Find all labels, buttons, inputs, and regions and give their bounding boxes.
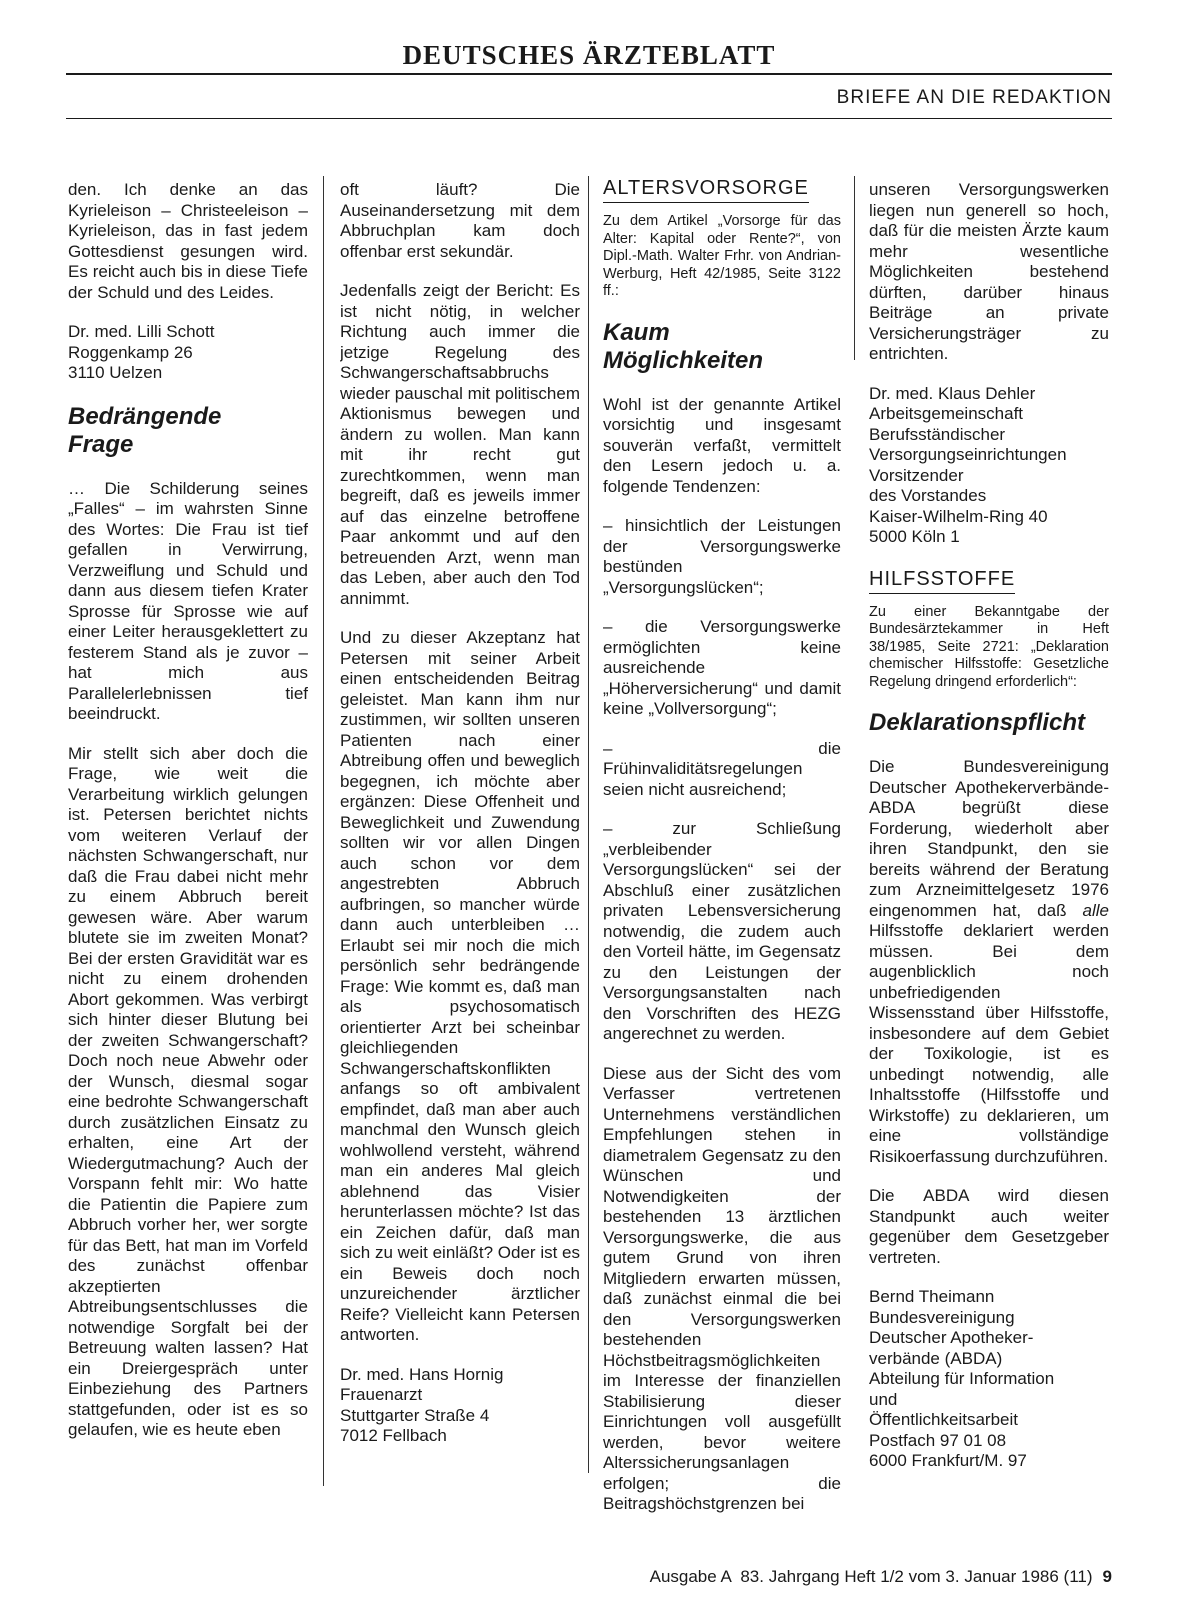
- section-title: BRIEFE AN DIE REDAKTION: [836, 87, 1112, 108]
- issue-info: Ausgabe A 83. Jahrgang Heft 1/2 vom 3. Januar 1986 (11): [649, 1567, 1093, 1586]
- masthead-rule: [66, 73, 1112, 75]
- signature-line: Berufsständischer: [869, 424, 1006, 444]
- signature-line: Bernd Theimann: [869, 1287, 995, 1306]
- column-1: [68, 180, 308, 1460]
- signature-line: 3110 Uelzen: [68, 363, 163, 382]
- letter-signature: [869, 1287, 1109, 1472]
- letter-heading: Bedrängende Frage: [68, 402, 222, 458]
- paragraph-text: Die Bundesvereinigung Deutscher Apothekerverbände-ABDA begrüßt diese Forderung, wiederholt aber ihren Standpunkt, den sie bereits während der Beratung zum Arzneimittelgesetz 1976 eingenommen hat, daß: [869, 757, 1109, 920]
- rubric-title: HILFSSTOFFE: [869, 567, 1015, 594]
- paragraph: Mir stellt sich aber doch die Frage, wie weit die Verarbeitung wirklich gelungen ist. Petersen berichtet nichts vom weiteren Verlauf der nächsten Schwangerschaft, nur daß die Frau dabei nicht mehr zu einem Abbruch bereit gewesen wäre. Aber warum blutete sie im zweiten Monat? Bei der ersten Gravidität war es nicht zu einem drohenden Abort gekommen. Was verbirgt sich hinter dieser Blutung bei der zweiten Schwangerschaft? Doch noch neue Abwehr oder der Wunsch, diesmal sogar eine bedrohte Schwangerschaft durch zusätzlichen Einsatz zu erhalten, eine Art der Wiedergutmachung? Auch der Vorspann fehlt mir: Wo hatte die Patientin die Papiere zum Abbruch vorher her, wer sorgte für das Bett, hat man im Vorfeld des zunächst offenbar akzeptierten Abtreibungsentschlusses die notwendige Sorgfalt bei der Betreuung walten lassen? Hat ein Dreiergespräch unter Einbeziehung des Partners stattgefunden, oder ist es so gelaufen, wie es heute eben: [68, 743, 308, 1439]
- signature-line: Postfach 97 01 08: [869, 1430, 1007, 1450]
- signature-line: 6000 Frankfurt/M. 97: [869, 1451, 1027, 1470]
- signature-line: Frauenarzt: [340, 1385, 423, 1404]
- paragraph: – zur Schließung „verbleibender Versorgungslücken“ sei der Abschluß einer zusätzlichen privaten Lebensversicherung notwendig, die zudem auch den Vorteil hätte, im Gegensatz zu den Leistungen der Versorgungsanstalten nach den Vorschriften des HEZG angerechnet zu werden.: [603, 819, 841, 1043]
- signature-line: Dr. med. Hans Hornig: [340, 1364, 504, 1384]
- signature-line: Roggenkamp 26: [68, 342, 193, 362]
- letter-signature: [869, 384, 1109, 548]
- paragraph: Und zu dieser Akzeptanz hat Petersen mit seiner Arbeit einen entscheidenden Beitrag geleistet. Man kann ihm nur zustimmen, wir sollten unseren Patienten nach einer Abtreibung offen und beweglich begegnen, ich möchte aber ergänzen: Diese Offenheit und Beweglichkeit und Zuwendung sollten wir vor allen Dingen auch schon vor dem angestrebten Abbruch aufbringen, so mancher würde dann auch unterbleiben … Erlaubt sei mir noch die mich persönlich sehr bedrängende Frage: Wie kommt es, daß man als psychosomatisch orientierter Arzt bei scheinbar gleichliegenden Schwangerschaftskonflikten anfangs so oft ambivalent empfindet, daß man aber auch manchmal den Wunsch gleich wohlwollend versteht, während man ein anderes Mal gleich ablehnend das Visier herunterlassen möchte? Ist das ein Zeichen dafür, daß man sich zu weit einläßt? Oder ist es ein Beweis doch noch unzureichender ärztlicher Reife? Vielleicht kann Petersen antworten.: [340, 628, 580, 1344]
- letter-signature: [340, 1365, 580, 1447]
- signature-line: des Vorstandes: [869, 486, 987, 505]
- paragraph: – hinsichtlich der Leistungen der Versorgungswerke bestünden „Versorgungslücken“;: [603, 516, 841, 597]
- signature-line: 7012 Fellbach: [340, 1426, 447, 1445]
- paragraph: Jedenfalls zeigt der Bericht: Es ist nicht nötig, in welcher Richtung auch immer die jetzige Regelung des Schwangerschaftsabbruchs wieder pauschal mit politischem Aktionismus bewegen und ändern zu wollen. Man kann mit ihr recht gut zurechtkommen, wenn man begreift, daß es jeweils immer auf das einzelne betroffene Paar ankommt und auf den betreuenden Arzt, wenn man das Leben, aber auch den Tod annimmt.: [340, 281, 580, 608]
- paragraph: Die ABDA wird diesen Standpunkt auch weiter gegenüber dem Gesetzgeber vertreten.: [869, 1186, 1109, 1267]
- signature-line: Vorsitzender: [869, 465, 964, 485]
- signature-line: Arbeitsgemeinschaft: [869, 404, 1024, 423]
- paragraph: oft läuft? Die Auseinandersetzung mit dem Abbruchplan kam doch offenbar erst sekundär.: [340, 180, 580, 261]
- signature-line: und: [869, 1389, 898, 1409]
- signature-line: Öffentlichkeitsarbeit: [869, 1410, 1018, 1429]
- signature-line: 5000 Köln 1: [869, 527, 960, 546]
- article-reference: Zu einer Bekanntgabe der Bundesärztekammer in Heft 38/1985, Seite 2721: „Deklaration chemischer Hilfsstoffe: Gesetzliche Regelung dringend erforderlich“:: [869, 603, 1109, 690]
- signature-line: Stuttgarter Straße 4: [340, 1405, 490, 1425]
- signature-line: Dr. med. Klaus Dehler: [869, 383, 1036, 403]
- letter-heading: Deklarationspflicht: [869, 709, 1086, 736]
- signature-line: Abteilung für Information: [869, 1369, 1055, 1388]
- paragraph: … Die Schilderung seines „Falles“ – im wahrsten Sinne des Wortes: Die Frau ist tief gefallen in Verwirrung, Verzweiflung und Schuld und dann aus diesem tiefen Krater Sprosse für Sprosse wie auf einer Leiter herausgeklettert zu festerem Stand als je zuvor – hat mich aus Parallelerlebnissen tief beeindruckt.: [68, 478, 308, 723]
- paragraph: Wohl ist der genannte Artikel vorsichtig und insgesamt souverän verfaßt, vermittelt den Lesern jedoch u. a. folgende Tendenzen:: [603, 394, 841, 496]
- signature-line: Dr. med. Lilli Schott: [68, 322, 215, 341]
- paragraph: unseren Versorgungswerken liegen nun generell so hoch, daß für die meisten Ärzte kaum mehr wesentliche Möglichkeiten bestehend dürften, darüber hinaus Beiträge an private Versicherungsträger zu entrichten.: [869, 180, 1109, 363]
- signature-line: Versorgungseinrichtungen: [869, 445, 1067, 464]
- letter-signature: [68, 322, 308, 384]
- paragraph: den. Ich denke an das Kyrieleison – Christeeleison – Kyrieleison, das in fast jedem Gottesdienst gesungen wird. Es reicht auch bis in diese Tiefe der Schuld und des Leides.: [68, 180, 308, 302]
- paragraph: [869, 757, 1109, 1167]
- header-rule: [66, 118, 1112, 119]
- column-4: [869, 180, 1109, 1491]
- page-number: 9: [1102, 1567, 1112, 1586]
- emphasized-word: alle: [1082, 900, 1109, 920]
- column-divider: [854, 176, 855, 360]
- article-reference: Zu dem Artikel „Vorsorge für das Alter: Kapital oder Rente?“, von Dipl.-Math. Walter Frhr. von Andrian-Werburg, Heft 42/1985, Seite 3122 ff.:: [603, 213, 841, 299]
- signature-line: verbände (ABDA): [869, 1348, 1003, 1368]
- letter-heading: Kaum Möglichkeiten: [603, 318, 764, 374]
- column-3: [603, 176, 841, 1534]
- paragraph: Diese aus der Sicht des vom Verfasser vertretenen Unternehmens verständlichen Empfehlungen stehen in diametralem Gegensatz zu den Wünschen und Notwendigkeiten der bestehenden 13 ärztlichen Versorgungswerke, die aus gutem Grund von ihren Mitgliedern erwarten müssen, daß zunächst einmal die bei den Versorgungswerken bestehenden Höchstbeitragsmöglichkeiten im Interesse der finanziellen Stabilisierung dieser Einrichtungen voll ausgefüllt werden, bevor weitere Alterssicherungsanlagen erfolgen; die Beitragshöchstgrenzen bei: [603, 1063, 841, 1513]
- journal-title: DEUTSCHES ÄRZTEBLATT: [402, 40, 776, 70]
- signature-line: Bundesvereinigung: [869, 1307, 1015, 1327]
- paragraph: – die Versorgungswerke ermöglichten keine ausreichende „Höherversicherung“ und damit keine „Vollversorgung“;: [603, 617, 841, 718]
- paragraph-text: Hilfsstoffe deklariert werden müssen. Bei dem augenblicklich noch unbefriedigenden Wissensstand über Hilfsstoffe, insbesondere auf dem Gebiet der Toxikologie, ist es unbedingt notwendig, alle Inhaltsstoffe (Hilfsstoffe und Wirkstoffe) zu deklarieren, um eine vollständige Risikoerfassung durchzuführen.: [869, 921, 1109, 1166]
- page-footer: [650, 1566, 1112, 1588]
- column-divider: [323, 176, 324, 1486]
- signature-line: Kaiser-Wilhelm-Ring 40: [869, 506, 1048, 526]
- rubric-title: ALTERSVORSORGE: [603, 176, 809, 203]
- column-divider: [588, 176, 589, 1473]
- paragraph: – die Frühinvaliditätsregelungen seien nicht ausreichend;: [603, 738, 841, 799]
- signature-line: Deutscher Apotheker-: [869, 1328, 1034, 1347]
- column-2: [340, 180, 580, 1466]
